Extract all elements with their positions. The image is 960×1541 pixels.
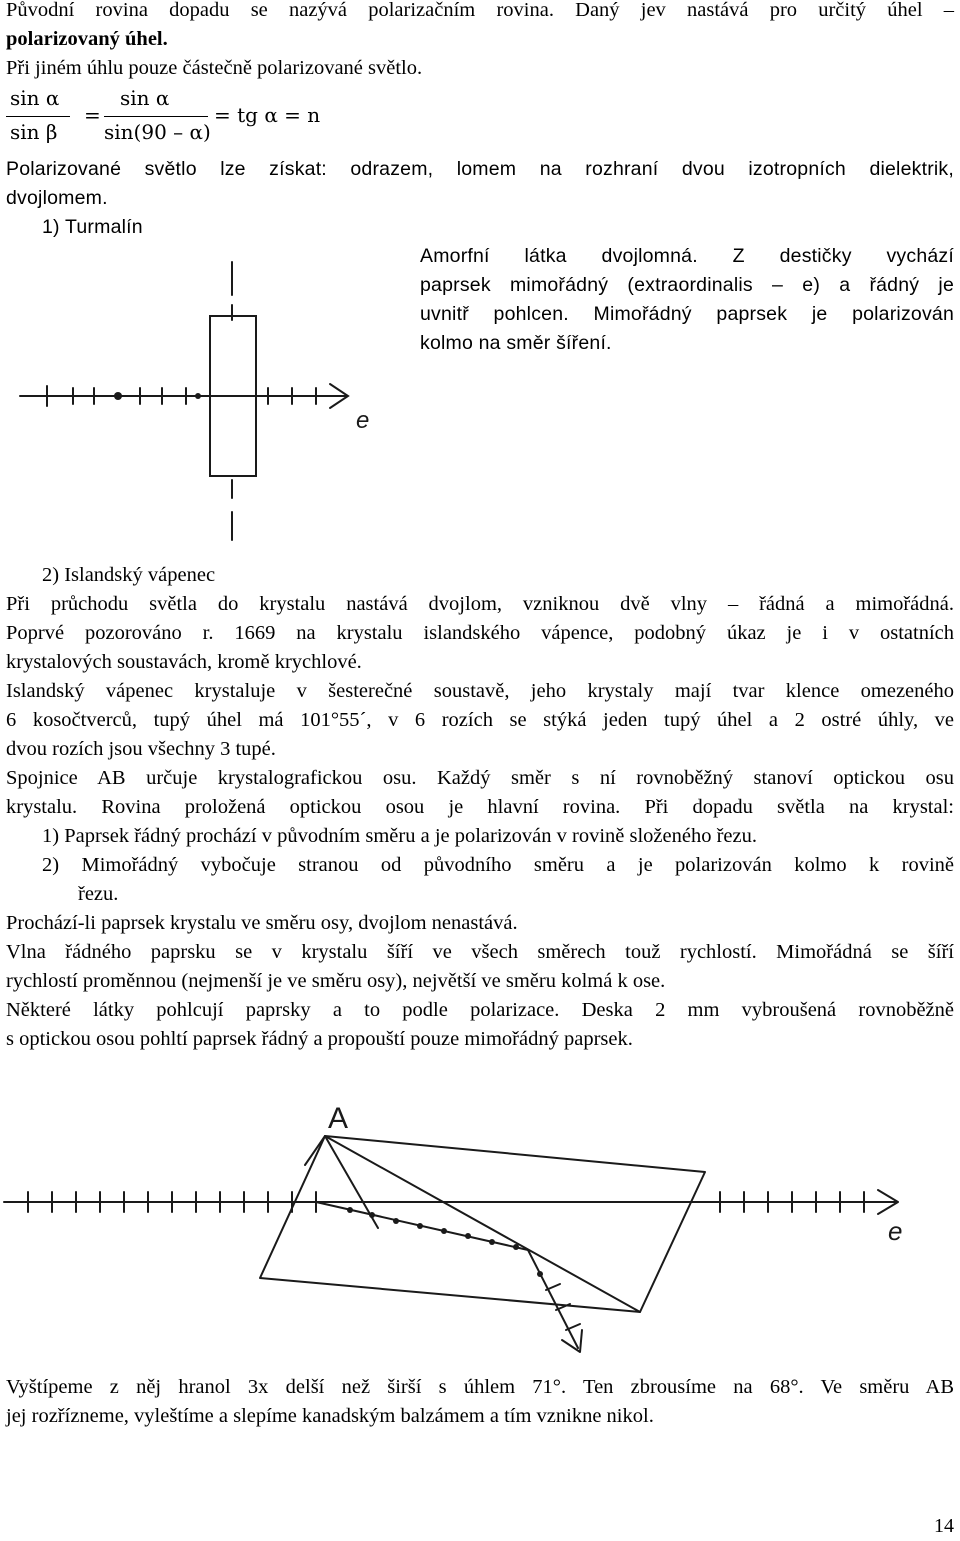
list-item-continuation: řezu.: [78, 883, 119, 905]
fraction-bar: [104, 116, 208, 117]
formula-rhs: = tg α = n: [214, 103, 321, 127]
page-number: 14: [934, 1515, 954, 1537]
text-line: Islandský vápenec krystaluje v šesterečné soustavě, jeho krystaly mají tvar klence omezeného: [6, 680, 954, 702]
formula-den2: sin(90 – α): [104, 120, 211, 144]
text-line: Spojnice AB určuje krystalografickou osu. Každý směr s ní rovnoběžný stanoví optickou osu: [6, 767, 954, 789]
text-line: dvou rozích jsou všechny 3 tupé.: [6, 738, 276, 760]
formula-eq: =: [84, 103, 101, 127]
list-item-islandsky: 2) Islandský vápenec: [42, 564, 216, 586]
list-item: 1) Paprsek řádný prochází v původním směru a je polarizován v rovině složeného řezu.: [42, 825, 757, 847]
axis-label-e: e: [888, 1216, 903, 1246]
text-line: Amorfní látka dvojlomná. Z destičky vychází: [420, 245, 954, 267]
text-line: 6 kosočtverců, tupý úhel má 101°55´, v 6 rozích se stýká jeden tupý úhel a 2 ostré úhly, ve: [6, 709, 954, 731]
text-line: Polarizované světlo lze získat: odrazem, lomem na rozhraní dvou izotropních dielektrik,: [6, 158, 954, 180]
text-line: Vlna řádného paprsku se v krystalu šíří ve všech směrech touž rychlostí. Mimořádná se šíří: [6, 941, 954, 963]
text-line: krystalu. Rovina proložená optickou osou je hlavní rovina. Při dopadu světla na krystal:: [6, 796, 954, 818]
list-item-turmalin: 1) Turmalín: [42, 216, 143, 238]
text-line: krystalových soustavách, kromě krychlové.: [6, 651, 362, 673]
fraction-bar: [6, 116, 70, 117]
axis-label-e: e: [356, 407, 370, 434]
text-line: Při průchodu světla do krystalu nastává dvojlom, vzniknou dvě vlny – řádná a mimořádná.: [6, 593, 954, 615]
crystal-label-a: A: [328, 1102, 349, 1135]
text-line: kolmo na směr šíření.: [420, 332, 612, 354]
text-line: rychlostí proměnnou (nejmenší je ve směru osy), největší ve směru kolmá k ose.: [6, 970, 666, 992]
calcite-crystal-figure: [0, 1090, 960, 1380]
formula-den1: sin β: [10, 120, 58, 144]
text-line: jej rozřízneme, vyleštíme a slepíme kanadským balzámem a tím vznikne nikol.: [6, 1405, 654, 1427]
text-line: Původní rovina dopadu se nazývá polarizačním rovina. Daný jev nastává pro určitý úhel –: [6, 0, 954, 21]
text-line-bold: polarizovaný úhel.: [6, 28, 168, 50]
text-line: uvnitř pohlcen. Mimořádný paprsek je polarizován: [420, 303, 954, 325]
text-line: Vyštípeme z něj hranol 3x delší než širší s úhlem 71°. Ten zbrousíme na 68°. Ve směru AB: [6, 1376, 954, 1398]
formula-num2: sin α: [120, 86, 170, 110]
text-line: Prochází-li paprsek krystalu ve směru osy, dvojlom nenastává.: [6, 912, 518, 934]
text-line: Některé látky pohlcují paprsky a to podle polarizace. Deska 2 mm vybroušená rovnoběžně: [6, 999, 954, 1021]
text-line: paprsek mimořádný (extraordinalis – e) a řádný je: [420, 274, 954, 296]
text-line: Při jiném úhlu pouze částečně polarizované světlo.: [6, 57, 423, 79]
turmalin-figure: [0, 250, 400, 550]
text-line: dvojlomem.: [6, 187, 108, 209]
text-line: Poprvé pozorováno r. 1669 na krystalu islandského vápence, podobný úkaz je i v ostatních: [6, 622, 954, 644]
text-line: s optickou osou pohltí paprsek řádný a propouští pouze mimořádný paprsek.: [6, 1028, 633, 1050]
formula-num1: sin α: [10, 86, 60, 110]
list-item: 2) Mimořádný vybočuje stranou od původního směru a je polarizován kolmo k rovině: [42, 854, 954, 876]
